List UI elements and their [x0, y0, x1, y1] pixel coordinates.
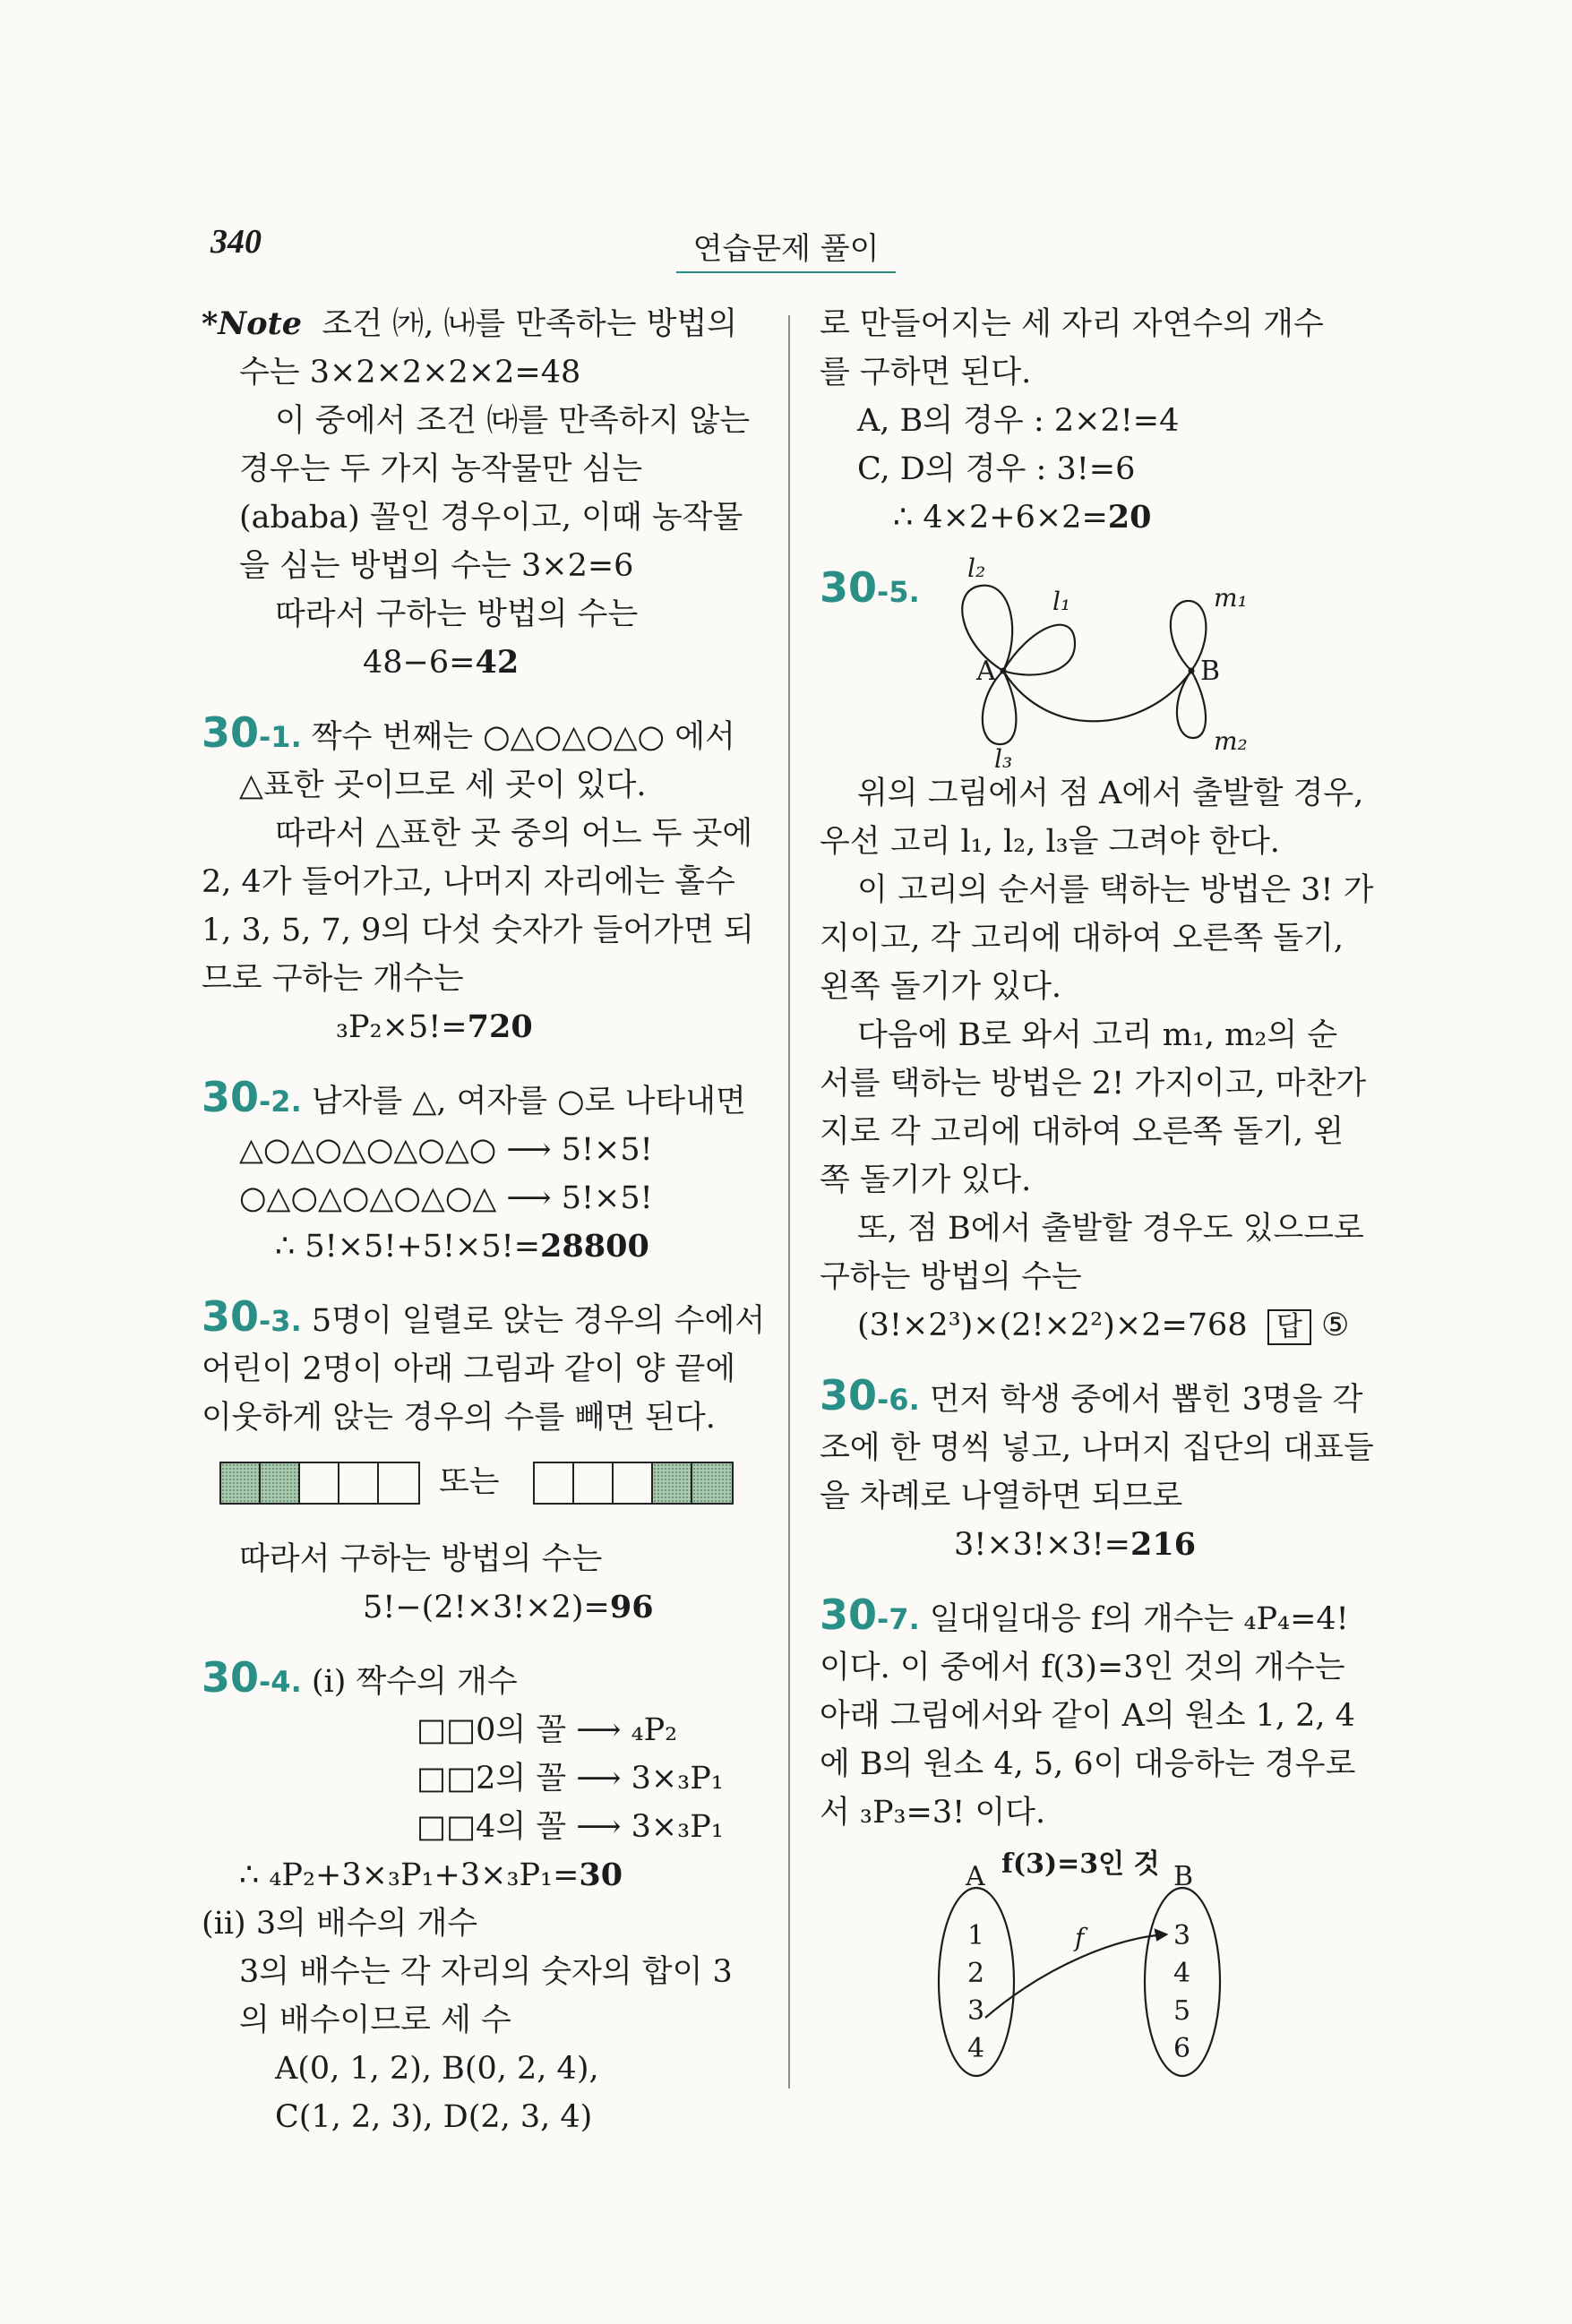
problem-line: 3의 배수는 각 자리의 숫자의 합이 3: [239, 1954, 733, 1990]
page-number: 340: [210, 223, 262, 261]
seat-or-label: 또는: [439, 1464, 500, 1500]
note-line: (ababa) 꼴인 경우이고, 이때 농작물: [239, 500, 743, 536]
mapping-title: f(3)=3인 것: [1001, 1848, 1160, 1880]
problem-line: C(1, 2, 3), D(2, 3, 4): [275, 2099, 593, 2135]
problem-30-3: [202, 1292, 766, 1632]
loop-l3-label: l₃: [994, 744, 1013, 769]
problem-line: 1, 3, 5, 7, 9의 다섯 숫자가 들어가면 되: [202, 913, 754, 948]
problem-number: 30-3.: [202, 1292, 302, 1341]
set-b-element: 5: [1173, 1995, 1191, 2027]
seat-row-children-left: [219, 1462, 420, 1505]
mapping-f-label: f: [1075, 1923, 1085, 1952]
problem-line: A(0, 1, 2), B(0, 2, 4),: [275, 2051, 599, 2087]
problem-line: □□4의 꼴 ⟶ 3×₃P₁: [417, 1809, 724, 1845]
problem-number: 30-7.: [820, 1591, 920, 1639]
problem-line: 서를 택하는 방법은 2! 가지이고, 마찬가: [820, 1066, 1367, 1102]
problem-line: 짝수 번째는 ○△○△○△○ 에서: [311, 719, 735, 755]
problem-line: 일대일대응 f의 개수는 ₄P₄=4!: [929, 1601, 1349, 1637]
note-label: *Note: [202, 305, 303, 342]
problem-line: 로 만들어지는 세 자리 자연수의 개수: [820, 306, 1324, 342]
answer-label: 답: [1267, 1309, 1311, 1345]
seat-row-children-right: [533, 1462, 734, 1505]
problem-subtitle: (ii) 3의 배수의 개수: [202, 1906, 478, 1942]
problem-result: 5!−(2!×3!×2)=96: [363, 1589, 654, 1625]
problem-line: C, D의 경우 : 3!=6: [857, 451, 1136, 487]
note-line: 이 중에서 조건 ㈐를 만족하지 않는: [275, 403, 751, 439]
problem-30-5: [820, 554, 1402, 1350]
set-a-element: 4: [967, 2033, 985, 2064]
set-b-element: 6: [1173, 2033, 1191, 2064]
note-block: [202, 300, 766, 687]
point-b-label: B: [1200, 656, 1221, 687]
problem-number: 30-5.: [820, 563, 920, 612]
problem-result: ₃P₂×5!=720: [336, 1008, 533, 1045]
problem-line: □□0의 꼴 ⟶ ₄P₂: [417, 1712, 678, 1748]
loops-figure: [941, 554, 1263, 769]
point-a-label: A: [976, 656, 996, 687]
loop-l2-label: l₂: [967, 554, 986, 583]
set-a-label: A: [966, 1861, 985, 1892]
problem-line: 먼저 학생 중에서 뽑힌 3명을 각: [929, 1382, 1363, 1418]
note-line: 을 심는 방법의 수는 3×2=6: [239, 548, 634, 584]
problem-line: 지이고, 각 고리에 대하여 오른쪽 돌기,: [820, 921, 1344, 956]
note-line: 조건 ㈎, ㈏를 만족하는 방법의: [322, 306, 738, 342]
problem-number: 30-6.: [820, 1371, 920, 1419]
problem-30-7: [820, 1591, 1402, 2095]
problem-30-6: [820, 1371, 1402, 1569]
problem-number: 30-4.: [202, 1653, 302, 1702]
problem-30-4: [202, 1653, 766, 2141]
problem-line: 아래 그림에서와 같이 A의 원소 1, 2, 4: [820, 1698, 1355, 1734]
problem-line: 에 B의 원소 4, 5, 6이 대응하는 경우로: [820, 1746, 1356, 1782]
note-line: 경우는 두 가지 농작물만 심는: [239, 451, 643, 487]
problem-line: 이웃하게 앉는 경우의 수를 빼면 된다.: [202, 1400, 716, 1436]
problem-line: 5명이 일렬로 앉는 경우의 수에서: [311, 1303, 766, 1339]
note-line: 따라서 구하는 방법의 수는: [275, 596, 639, 632]
problem-line: 조에 한 명씩 넣고, 나머지 집단의 대표들: [820, 1430, 1374, 1466]
problem-number: 30-1.: [202, 708, 302, 757]
problem-line: ○△○△○△○△○△ ⟶ 5!×5!: [239, 1180, 653, 1216]
set-b-element: 3: [1173, 1920, 1191, 1951]
problem-30-2: [202, 1073, 766, 1271]
problem-line: 우선 고리 l₁, l₂, l₃을 그려야 한다.: [820, 824, 1280, 860]
seating-diagram: [202, 1454, 766, 1517]
problem-line: 왼쪽 돌기가 있다.: [820, 969, 1062, 1005]
loop-m2-label: m₂: [1214, 726, 1248, 756]
mapping-figure: [914, 1848, 1290, 2080]
column-divider: [788, 315, 790, 2088]
note-result: 48−6=42: [363, 644, 520, 681]
problem-line: □□2의 꼴 ⟶ 3×₃P₁: [417, 1761, 724, 1797]
problem-line: 을 차례로 나열하면 되므로: [820, 1479, 1183, 1514]
problem-line: 따라서 구하는 방법의 수는: [239, 1541, 603, 1577]
problem-line: △○△○△○△○△○ ⟶ 5!×5!: [239, 1132, 653, 1168]
left-column: [202, 300, 766, 2141]
problem-result: 3!×3!×3!=216: [954, 1526, 1197, 1563]
problem-line: 쪽 돌기가 있다.: [820, 1162, 1032, 1198]
problem-line: 서 ₃P₃=3! 이다.: [820, 1795, 1046, 1831]
problem-line: 어린이 2명이 아래 그림과 같이 양 끝에: [202, 1351, 736, 1387]
problem-30-4-continued: [820, 300, 1402, 542]
problem-line: 다음에 B로 와서 고리 m₁, m₂의 순: [857, 1017, 1338, 1053]
problem-result: (3!×2³)×(2!×2²)×2=768 답 ⑤: [857, 1308, 1350, 1343]
problem-line: 또, 점 B에서 출발할 경우도 있으므로: [857, 1211, 1364, 1247]
problem-line: 를 구하면 된다.: [820, 355, 1032, 390]
problem-result: ∴ 4×2+6×2=20: [893, 499, 1152, 536]
right-column: [820, 300, 1402, 2095]
set-a-element: 2: [967, 1958, 985, 1989]
problem-subtitle: (i) 짝수의 개수: [311, 1664, 518, 1700]
problem-number: 30-2.: [202, 1073, 302, 1121]
set-a-element: 1: [967, 1920, 985, 1951]
set-a-element: 3: [967, 1995, 985, 2027]
set-b-label: B: [1173, 1861, 1194, 1892]
problem-line: 지로 각 고리에 대하여 오른쪽 돌기, 왼: [820, 1114, 1344, 1150]
problem-line: 이 고리의 순서를 택하는 방법은 3! 가: [857, 872, 1374, 908]
problem-result: ∴ ₄P₂+3×₃P₁+3×₃P₁=30: [239, 1857, 623, 1893]
problem-line: A, B의 경우 : 2×2!=4: [857, 403, 1180, 439]
loop-l1-label: l₁: [1052, 587, 1071, 616]
problem-result: ∴ 5!×5!+5!×5!=28800: [275, 1228, 649, 1265]
problem-line: 위의 그림에서 점 A에서 출발할 경우,: [857, 776, 1364, 811]
problem-line: 남자를 △, 여자를 ○로 나타내면: [311, 1084, 746, 1119]
problem-line: 이다. 이 중에서 f(3)=3인 것의 개수는: [820, 1650, 1345, 1685]
problem-line: △표한 곳이므로 세 곳이 있다.: [239, 768, 647, 803]
set-b-element: 4: [1173, 1958, 1191, 1989]
page-header: 연습문제 풀이: [676, 224, 896, 273]
problem-line: 2, 4가 들어가고, 나머지 자리에는 홀수: [202, 864, 735, 900]
problem-line: 므로 구하는 개수는: [202, 961, 464, 997]
problem-line: 따라서 △표한 곳 중의 어느 두 곳에: [275, 816, 753, 852]
problem-30-1: [202, 708, 766, 1051]
problem-line: 의 배수이므로 세 수: [239, 2002, 511, 2038]
problem-line: 구하는 방법의 수는: [820, 1259, 1082, 1295]
note-line: 수는 3×2×2×2×2=48: [239, 355, 581, 390]
loop-m1-label: m₁: [1214, 583, 1248, 613]
answer-value: ⑤: [1320, 1308, 1350, 1343]
